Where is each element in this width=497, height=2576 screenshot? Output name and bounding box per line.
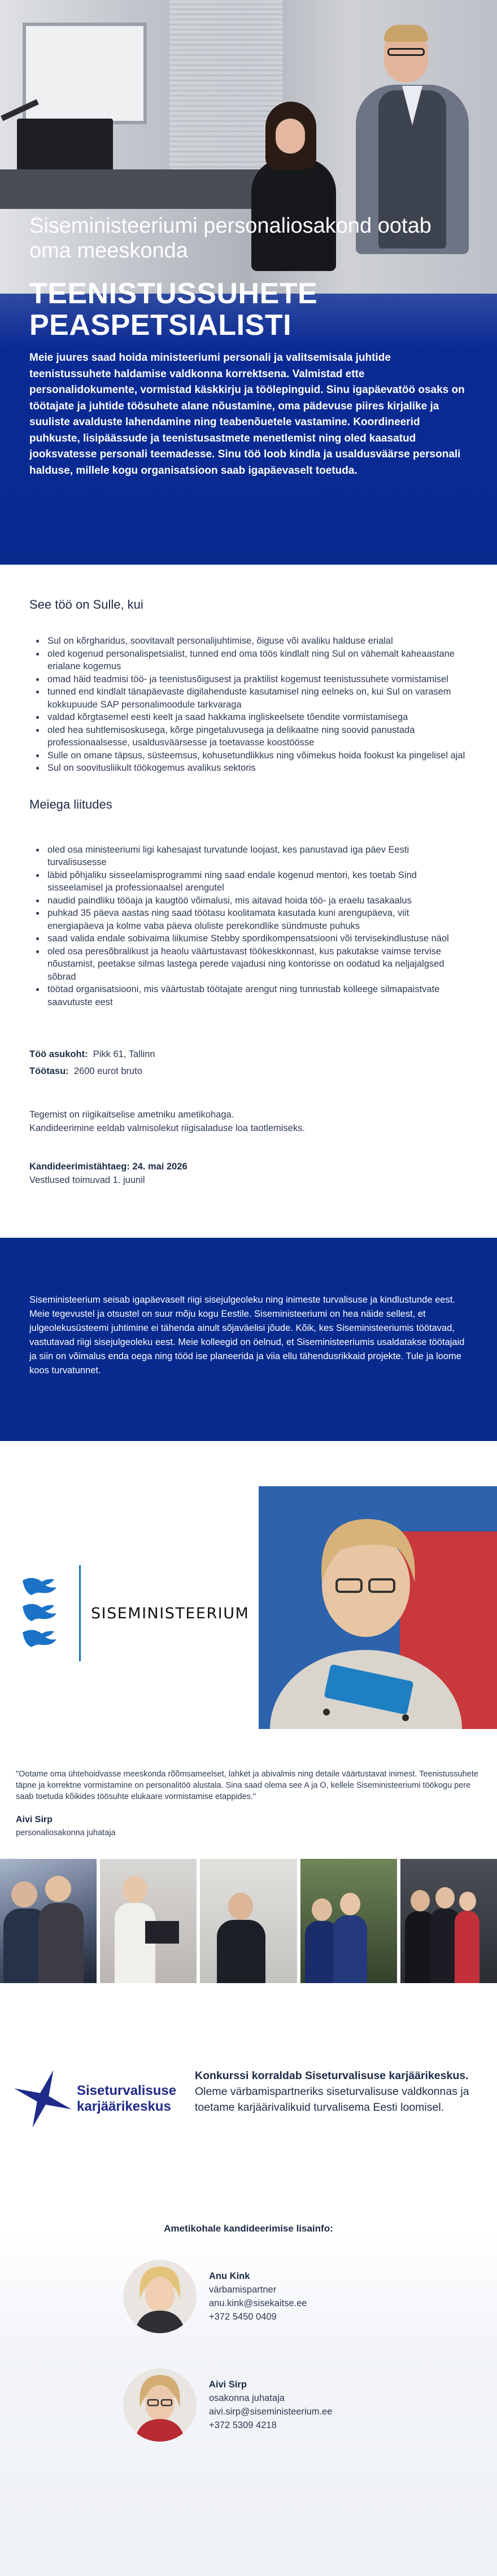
contact-info-2 [209, 2378, 332, 2432]
team-photo-strip [0, 1859, 497, 1983]
benefits-title: Meiega liitudes [29, 797, 112, 811]
logo-divider [79, 1565, 81, 1661]
requirements-section [0, 597, 497, 775]
contact-email-2[interactable]: aivi.sirp@siseministeerium.ee [209, 2407, 333, 2417]
office-window [23, 23, 147, 124]
benefits-section [0, 797, 497, 1009]
contact-phone-2[interactable]: +372 5309 4218 [209, 2420, 277, 2430]
list-item: töötad organisatsiooni, mis väärtustab töötajate arengut ning tunnustab kolleege silmapaistvate saavutuste eest [29, 983, 468, 1008]
salary-row [29, 1063, 468, 1080]
three-lions-crest-icon [17, 1574, 73, 1653]
hero-banner [0, 0, 497, 565]
aivi-sirp-portrait [259, 1486, 497, 1729]
star-logo-icon [9, 2065, 77, 2133]
about-band [0, 1238, 497, 1441]
hero-intro: Meie juures saad hoida ministeeriumi personali ja valitsemisala juhtide teenistussuhete haldamise valdkonna korrektsena. Valmistad ette personalidokumente, vormistad käskkirju ja töölepinguid. Sinu igapäevatöö osaks on töötajate ja juhtide töösuhete alane nõustamine, oma pädevuse piires kirjalike ja suuliste avalduste lahendamine ning teabenõuetele vastamine. Koordineerid puhkuste, lisipäässude ja teenistusastmete menetlemist ning oled kaasatud jooksvatesse personali teemadesse. Sinu töö loob kindla ja usaldusväärse personali halduse, millele kogu organisatsioon saab igapäevaselt toetuda. [29, 352, 465, 477]
job-meta [0, 1046, 497, 1187]
hero-kicker: Siseministeeriumi personaliosakond ootab oma meeskonda [29, 214, 431, 263]
quote-text: "Ootame oma ühtehoidvasse meeskonda rõõmsameelset, lahket ja abivalmis ning detaile väärtustavat inimest. Teenistussuhete täpne ja korrektne vormistamine on personalitöö alustalа. Sina saad olema see A ja O, kellele Siseministeeriumi töökogu pere saab toetuda kõikides töösuhte elukaare vormistamise etappides." [16, 1770, 478, 1801]
team-photo-4 [300, 1859, 397, 1983]
contact-avatar-2 [123, 2368, 197, 2442]
contact-role-2: osakonna juhataja [209, 2393, 285, 2403]
contact-avatar-1 [123, 2260, 197, 2333]
sisekaitse-karjaarikeskus-logo [9, 2065, 177, 2133]
about-text: Siseministeerium seisab igapäevaselt riigi sisejulgeoleku ning inimeste turvalisuse ja kindlustunde eest. Meie tegevustel ja otsustel on suur mõju kogu Eestile. Siseministeeriumi on hea näide sellest, et julgeolekusüsteemi juhtimine ei tähenda ainult sõjaväelisi jõude. Kõik, kes Siseministeeriumis töötavad, vastutavad riigi sisejulgeoleku eest. Meie kolleegid on öelnud, et Siseministeeriumis usaldatakse töötajaid ja siin on võimalus enda oega ning tööd ise planeerida ja viia ellu tähendusrikkaid projekte. Tule ja loome koos turvatunnet. [29, 1295, 465, 1376]
application-deadline: Kandideerimistähtaeg: 24. mai 2026 [29, 1162, 188, 1172]
salary-label: Töötasu: [29, 1066, 69, 1076]
computer-monitor [17, 119, 113, 175]
contest-organizer-text [195, 2068, 472, 2115]
contact-card-2 [123, 2368, 332, 2442]
list-item: oled osa peresõbralikust ja heaolu väärtustavast töökeskkonnast, kus pakutakse vaimse tervise nõustamist, peetakse silmas lastega perede vajadusi ning kontorisse on oodatud ka neljajalgsed sõbrad [29, 945, 468, 984]
team-photo-5 [400, 1859, 497, 1983]
contest-rest: Oleme värbamispartneriks siseturvalisuse valdkonnas ja toetame karjäärivalikuid turvalisema Eesti loomisel. [195, 2085, 469, 2114]
recruiter-brand-name: Siseturvalisuse karjäärikeskus [77, 2083, 177, 2114]
team-photo-1 [0, 1859, 97, 1983]
list-item: tunned end kindlalt tänapäevaste digilahenduste kasutamisel ning eelneks on, kui Sul on varasem kokkupuude SAP personalimoodule tarkvaraga [29, 686, 468, 711]
list-item: naudid paindliku tööaja ja kaugtöö võimalusi, mis aitavad hoida töö- ja eraelu tasakaalus [29, 894, 468, 907]
logo-wordmark: SISEMINISTEERIUM [91, 1604, 250, 1622]
contact-name-1: Anu Kink [209, 2271, 250, 2281]
contest-bold: Konkurssi korraldab Siseturvalisuse karjäärikeskus. [195, 2069, 469, 2082]
requirements-list [29, 635, 468, 775]
team-photo-2 [100, 1859, 197, 1983]
list-item: oled kogenud personalispetsialist, tunned end oma töös kindlalt ning Sul on vähemalt kaheaastane erialane kogemus [29, 648, 468, 673]
list-item: Sul on soovitusliikult töökogemus avalikus sektoris [29, 762, 468, 775]
list-item: läbid põhjaliku sisseelamisprogrammi ning saad endale kogenud mentori, kes toetab Sind sisseelamisel ja professionaalsel arengutel [29, 869, 468, 894]
location-label: Töö asukoht: [29, 1049, 88, 1059]
interview-date: Vestlused toimuvad 1. juunil [29, 1175, 145, 1185]
contact-info-1 [209, 2269, 307, 2324]
employer-showcase [0, 1441, 497, 1769]
list-item: Sul on kõrgharidus, soovitavalt personalijuhtimise, õiguse või avaliku halduse erialal [29, 635, 468, 648]
position-note: Tegemist on riigikaitselise ametniku ametikohaga. [29, 1110, 234, 1120]
list-item: Sulle on omane täpsus, süsteemsus, kohusetundlikkus ning võimekus hoida fookust ka pingelisel ajal [29, 749, 468, 762]
recruiter-footer [0, 1983, 497, 2576]
contact-name-2: Aivi Sirp [209, 2379, 247, 2390]
salary-value: 2600 eurot bruto [73, 1066, 142, 1076]
benefits-list [29, 844, 468, 1009]
quote-author: Aivi Sirp [16, 1815, 53, 1824]
list-item: puhkad 35 päeva aastas ning saad töötasu koolitamata kasutada kuni arengupäeva, viit energiapäeva ja kolme vaba päeva oluliste perekondlike sündmuste puhuks [29, 907, 468, 932]
contact-card-1 [123, 2260, 307, 2333]
hero-text [29, 213, 470, 479]
manager-quote [0, 1769, 497, 1837]
list-item: oled osa ministeeriumi ligi kahesajast turvatunde loojast, kes panustavad iga päev Eesti turvalisusesse [29, 844, 468, 869]
list-item: omad häid teadmisi töö- ja teenistusõigusest ja praktilist kogemust teenistussuhete vormistamisel [29, 673, 468, 686]
list-item: saad valida endale sobivaima liikumise Stebby spordikompensatsiooni või tervisekindlustuse näol [29, 932, 468, 945]
contacts-title: Ametikohale kandideerimise lisainfo: [164, 2223, 333, 2234]
job-title: TEENISTUSSUHETE PEASPETSIALISTI [29, 277, 318, 342]
list-item: valdad kõrgtasemel eesti keelt ja saad hakkama ingliskeelsete tõendite vormistamisega [29, 711, 468, 724]
requirements-title: See töö on Sulle, kui [29, 597, 143, 612]
location-value: Pikk 61, Tallinn [93, 1049, 155, 1059]
list-item: oled hea suhtlemisoskusega, kõrge pingetaluvusega ja delikaatne ning soovid panustada professionaalsesse, usaldusväärsesse ja toetavasse koostöösse [29, 724, 468, 749]
contact-phone-1[interactable]: +372 5450 0409 [209, 2312, 277, 2322]
siseministeerium-logo [17, 1565, 249, 1661]
contact-email-1[interactable]: anu.kink@sisekaitse.ee [209, 2298, 307, 2308]
quote-author-role: personaliosakonna juhataja [16, 1828, 116, 1837]
team-photo-3 [200, 1859, 297, 1983]
clearance-note: Kandideerimine eeldab valmisolekut riigisaladuse loa taotlemiseks. [29, 1123, 305, 1133]
location-row [29, 1046, 468, 1063]
contact-role-1: värbamispartner [209, 2285, 277, 2295]
